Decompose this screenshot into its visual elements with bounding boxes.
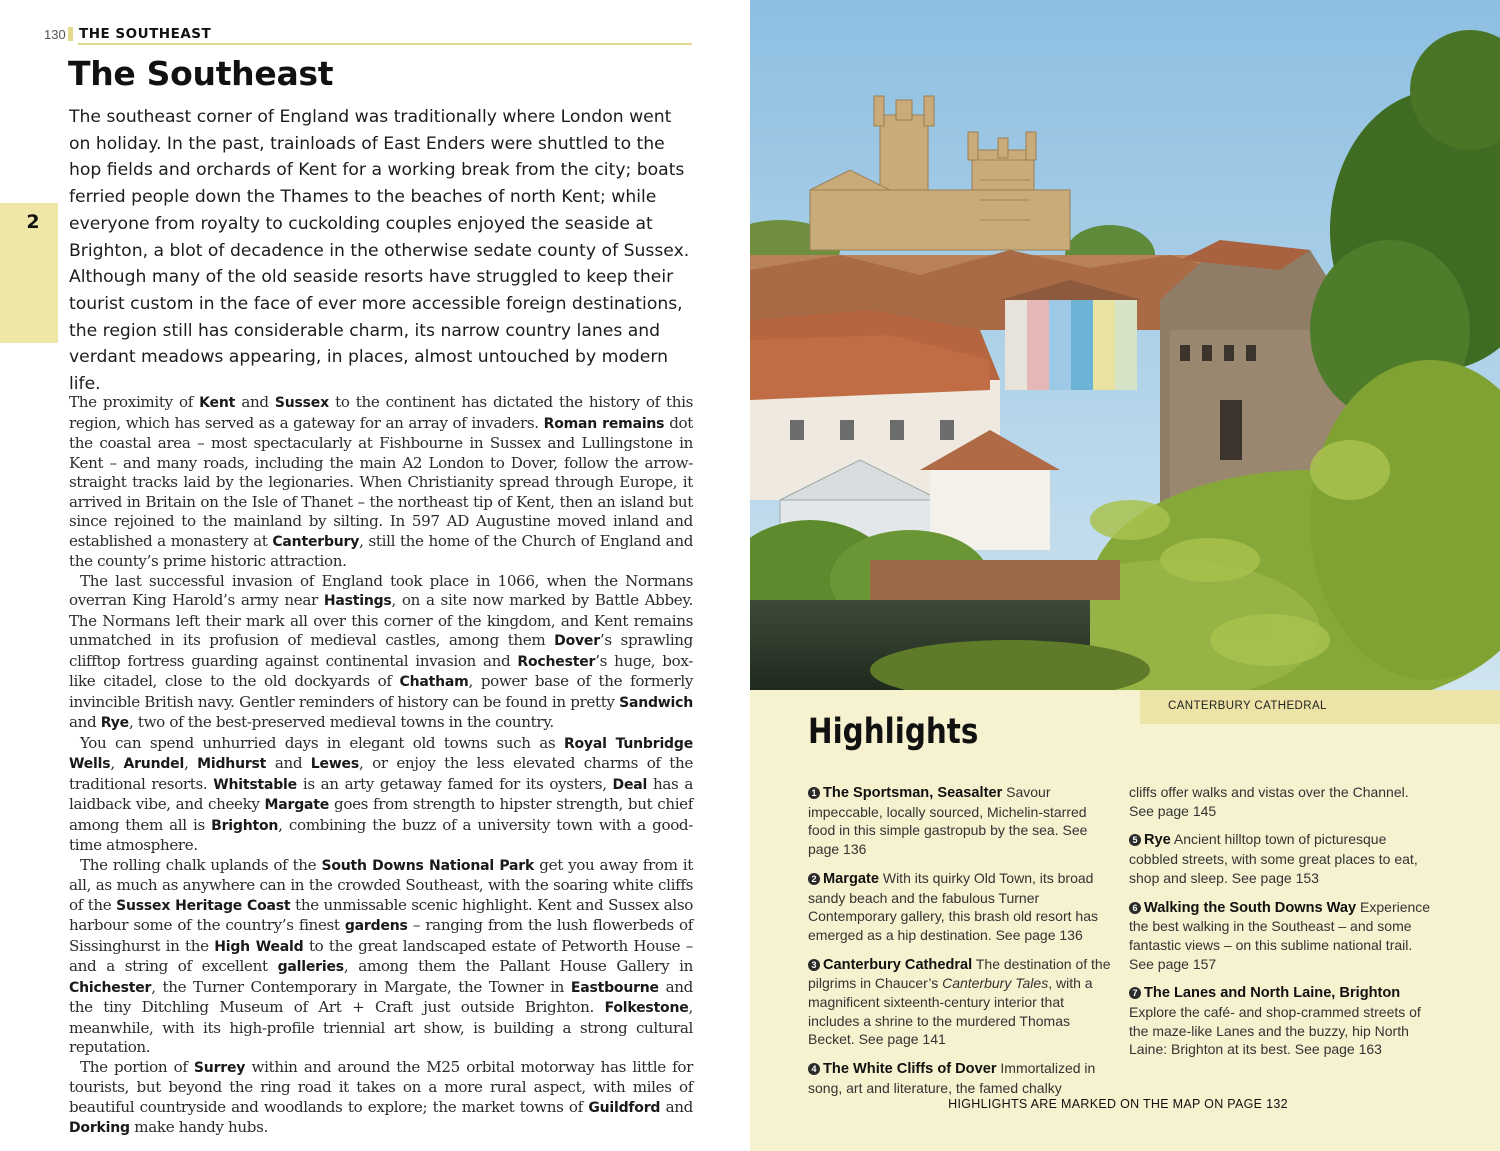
highlight-description: Explore the café- and shop-crammed streets of the maze-like Lanes and the buzzy, hip North Laine: Brighton at its best. See page 163 bbox=[1129, 1004, 1421, 1058]
body-paragraph-4: The rolling chalk uplands of the South Downs National Park get you away from it all, as much as anywhere can in the crowded Southeast, with the soaring white cliffs of the Sussex Heritage Coast the unmissable scenic highlight. Kent and Sussex also harbour some of the country’s finest gardens – ranging from the lush flowerbeds of Sissinghurst in the High Weald to the great landscaped estate of Petworth House – and a string of excellent galleries, among them the Pallant House Gallery in Chichester, the Turner Contemporary in Margate, the Towner in Eastbourne and the tiny Ditchling Museum of Art + Craft just outside Brighton. Folkestone, meanwhile, with its high-profile triennial art show, is building a strong cultural reputation. bbox=[69, 855, 693, 1056]
keyword-hastings: Hastings bbox=[323, 593, 392, 609]
canterbury-cathedral-photo bbox=[750, 0, 1500, 690]
highlight-item-continued bbox=[1129, 783, 1434, 820]
highlight-name: The Sportsman, Seasalter bbox=[823, 785, 1003, 801]
highlight-name: Walking the South Downs Way bbox=[1144, 899, 1357, 916]
body-paragraph-3: You can spend unhurried days in elegant old towns such as Royal Tunbridge Wells, Arundel, Midhurst and Lewes, or enjoy the less elevated charms of the traditional resorts. Whitstable is an arty getaway famed for its oysters, Deal has a laidback vibe, and cheeky Margate goes from strength to hipster strength, but chief among them all is Brighton, combining the buzz of a university town with a good-time atmosphere. bbox=[69, 733, 694, 854]
page-title: The Southeast bbox=[68, 54, 334, 93]
body-paragraph-2: The last successful invasion of England took place in 1066, when the Normans overran King Harold’s army near Hastings, on a site now marked by Battle Abbey. The Normans left their mark all over this corner of the kingdom, and Kent remains unmatched in its profusion of medieval castles, among them Dover’s sprawling clifftop fortress guarding against continental invasion and Rochester’s huge, box-like citadel, close to the old dockyards of Chatham, power base of the formerly invincible British navy. Gentler reminders of history can be found in pretty Sandwich and Rye, two of the best-preserved medieval towns in the country. bbox=[69, 571, 693, 731]
highlights-column-2 bbox=[1129, 783, 1434, 1069]
number-badge: 1 bbox=[808, 787, 820, 799]
chapter-number: 2 bbox=[26, 211, 40, 233]
page-number: 130 bbox=[44, 26, 66, 42]
photo-caption-box bbox=[1140, 690, 1500, 724]
running-head bbox=[44, 24, 211, 44]
keyword-eastbourne: Eastbourne bbox=[570, 979, 659, 996]
number-badge: 5 bbox=[1129, 834, 1141, 846]
keyword-kent: Kent bbox=[199, 395, 236, 411]
keyword-south-downs: South Downs National Park bbox=[321, 857, 535, 874]
highlights-title: Highlights bbox=[808, 712, 979, 752]
book-title: Canterbury Tales bbox=[942, 975, 1049, 992]
keyword-canterbury: Canterbury bbox=[272, 533, 360, 550]
keyword-chichester: Chichester bbox=[69, 979, 152, 996]
highlight-description: The destination of the pilgrims in Chaucer’s Canterbury Tales, with a magnificent sixteenth-century interior that includes a shrine to the murdered Thomas Becket. See page 141 bbox=[808, 955, 1111, 1048]
highlight-description: Savour impeccable, locally sourced, Michelin-starred food in this simple gastropub by the sea. See page 136 bbox=[808, 784, 1088, 858]
number-badge: 7 bbox=[1129, 987, 1141, 999]
highlight-item bbox=[1129, 898, 1434, 974]
keyword-rochester: Rochester bbox=[517, 653, 596, 670]
highlight-name: Rye bbox=[1144, 832, 1171, 849]
keyword-rye: Rye bbox=[100, 715, 129, 731]
running-head-bar bbox=[68, 27, 73, 41]
number-badge: 4 bbox=[808, 1063, 820, 1075]
number-badge: 6 bbox=[1129, 902, 1141, 914]
highlight-name: The Lanes and North Laine, Brighton bbox=[1144, 985, 1401, 1002]
highlight-item bbox=[808, 955, 1113, 1050]
body-paragraph-5: The portion of Surrey within and around the M25 orbital motorway has little for tourists, but beyond the ring road it takes on a more rural aspect, with miles of beautiful countryside and woodlands to explore; the market towns of Guildford and Dorking make handy hubs. bbox=[69, 1057, 693, 1136]
keyword-folkestone: Folkestone bbox=[604, 1000, 689, 1016]
keyword-high-weald: High Weald bbox=[214, 938, 304, 955]
keyword-chatham: Chatham bbox=[399, 674, 469, 690]
highlight-name: Margate bbox=[823, 870, 879, 887]
highlight-description: Experience the best walking in the Southeast – and some fantastic views – on this sublime national trail. See page 157 bbox=[1129, 898, 1431, 972]
keyword-lewes: Lewes bbox=[310, 756, 359, 772]
keyword-royal-tunbridge-wells: Royal Tunbridge Wells bbox=[69, 735, 693, 772]
right-page bbox=[750, 0, 1500, 1151]
keyword-dorking: Dorking bbox=[69, 1120, 130, 1136]
keyword-sandwich: Sandwich bbox=[619, 694, 693, 711]
highlight-item bbox=[808, 869, 1113, 945]
chapter-tab bbox=[0, 203, 58, 343]
highlight-item bbox=[1129, 983, 1434, 1059]
number-badge: 2 bbox=[808, 873, 820, 885]
keyword-midhurst: Midhurst bbox=[197, 756, 267, 772]
photo-caption: CANTERBURY CATHEDRAL bbox=[1168, 700, 1327, 712]
keyword-dover: Dover bbox=[554, 633, 600, 649]
body-paragraph-1: The proximity of Kent and Sussex to the continent has dictated the history of this region, which has served as a gateway for an array of invaders. Roman remains dot the coastal area – most spectacularly at Fishbourne in Sussex and Lullingstone in Kent – and many roads, including the main A2 London to Dover, follow the arrow-straight tracks laid by the legionaries. When Christianity spread through Europe, it arrived in Britain on the Isle of Thanet – the northeast tip of Kent, then an island but since rejoined to the mainland by silting. In 597 AD Augustine moved inland and established a monastery at Canterbury, still the home of the Church of England and the county’s prime historic attraction. bbox=[69, 393, 694, 570]
highlights-map-note: HIGHLIGHTS ARE MARKED ON THE MAP ON PAGE 132 bbox=[948, 1097, 1288, 1111]
highlight-name: Canterbury Cathedral bbox=[823, 956, 973, 973]
keyword-surrey: Surrey bbox=[193, 1059, 246, 1076]
keyword-guildford: Guildford bbox=[588, 1099, 661, 1116]
keyword-galleries: galleries bbox=[277, 959, 344, 975]
keyword-brighton: Brighton bbox=[211, 817, 279, 834]
running-head-rule bbox=[78, 43, 692, 45]
highlight-item bbox=[808, 1059, 1113, 1097]
photo-illustration bbox=[750, 0, 1500, 690]
keyword-roman-remains: Roman remains bbox=[543, 415, 665, 432]
running-head-title: THE SOUTHEAST bbox=[79, 26, 212, 42]
keyword-sussex-heritage-coast: Sussex Heritage Coast bbox=[116, 897, 291, 914]
number-badge: 3 bbox=[808, 959, 820, 971]
keyword-margate: Margate bbox=[264, 797, 330, 813]
keyword-arundel: Arundel bbox=[123, 756, 185, 772]
highlight-item bbox=[808, 783, 1113, 859]
highlight-description: Immortalized in song, art and literature, the famed chalky bbox=[808, 1060, 1096, 1096]
highlight-description: Ancient hilltop town of picturesque cobbled streets, with some great places to eat, shop and sleep. See page 153 bbox=[1129, 831, 1418, 886]
keyword-sussex: Sussex bbox=[274, 395, 329, 411]
keyword-gardens: gardens bbox=[344, 918, 408, 934]
keyword-deal: Deal bbox=[612, 776, 648, 793]
body-text bbox=[69, 393, 693, 1139]
highlight-description: With its quirky Old Town, its broad sandy beach and the fabulous Turner Contemporary gallery, this brash old resort has emerged as a hip destination. See page 136 bbox=[808, 869, 1098, 943]
highlights-column-1 bbox=[808, 783, 1113, 1108]
highlight-description: cliffs offer walks and vistas over the Channel. See page 145 bbox=[1129, 784, 1409, 819]
intro-paragraph: The southeast corner of England was traditionally where London went on holiday. In the past, trainloads of East Enders were shuttled to the hop fields and orchards of Kent for a working break from the city; boats ferried people down the Thames to the beaches of north Kent; while everyone from royalty to cuckolding couples enjoyed the seaside at Brighton, a blot of decadence in the otherwise sedate county of Sussex. Although many of the old seaside resorts have struggled to keep their tourist custom in the face of ever more accessible foreign destinations, the region still has considerable charm, its narrow country lanes and verdant meadows appearing, in places, almost untouched by modern life. bbox=[69, 107, 690, 395]
keyword-whitstable: Whitstable bbox=[213, 776, 297, 793]
highlight-name: The White Cliffs of Dover bbox=[823, 1061, 997, 1078]
highlight-item bbox=[1129, 830, 1434, 887]
